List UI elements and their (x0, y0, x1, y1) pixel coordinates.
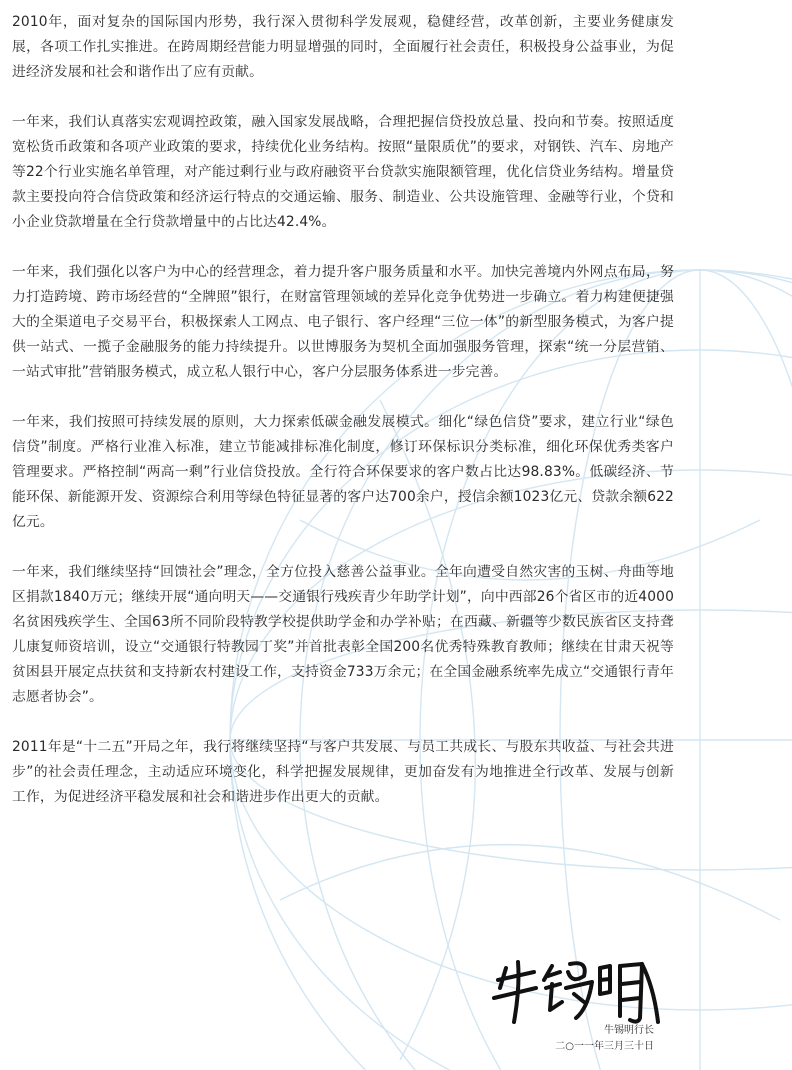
paragraph-4: 一年来，我们按照可持续发展的原则，大力探索低碳金融发展模式。细化“绿色信贷”要求，建立行业“绿色信贷”制度。严格行业准入标准，建立节能减排标准化制度，修订环保标识分类标准，细化环保优秀类客户管理要求。严格控制“两高一剩”行业信贷投放。全行符合环保要求的客户数占比达98.83%。低碳经济、节能环保、新能源开发、资源综合利用等绿色特征显著的客户达700余户，授信余额1023亿元、贷款余额622亿元。 (12, 414, 674, 530)
letter-body (12, 10, 674, 835)
paragraph-5: 一年来，我们继续坚持“回馈社会”理念，全方位投入慈善公益事业。全年向遭受自然灾害的玉树、舟曲等地区捐款1840万元；继续开展“通向明天——交通银行残疾青少年助学计划”，向中西部26个省区市的近4000名贫困残疾学生、全国63所不同阶段特教学校提供助学金和办学补贴；在西藏、新疆等少数民族省区支持聋儿康复师资培训，设立“交通银行特教园丁奖”并首批表彰全国200名优秀特殊教育教师；继续在甘肃天祝等贫困县开展定点扶贫和支持新农村建设工作，支持资金733万余元；在全国金融系统率先成立“交通银行青年志愿者协会”。 (12, 564, 674, 705)
paragraph-3: 一年来，我们强化以客户为中心的经营理念，着力提升客户服务质量和水平。加快完善境内外网点布局，努力打造跨境、跨市场经营的“全牌照”银行，在财富管理领域的差异化竞争优势进一步确立。着力构建便捷强大的全渠道电子交易平台，积极探索人工网点、电子银行、客户经理“三位一体”的新型服务模式，为客户提供一站式、一揽子金融服务的能力持续提升。以世博服务为契机全面加强服务管理，探索“统一分层营销、一站式审批”营销服务模式，成立私人银行中心，客户分层服务体系进一步完善。 (12, 264, 674, 380)
paragraph-2: 一年来，我们认真落实宏观调控政策，融入国家发展战略，合理把握信贷投放总量、投向和节奏。按照适度宽松货币政策和各项产业政策的要求，持续优化业务结构。按照“量限质优”的要求，对钢铁、汽车、房地产等22个行业实施名单管理，对产能过剩行业与政府融资平台贷款实施限额管理，优化信贷业务结构。增量贷款主要投向符合信贷政策和经济运行特点的交通运输、服务、制造业、公共设施管理、金融等行业，个贷和小企业贷款增量在全行贷款增量中的占比达42.4%。 (12, 114, 674, 230)
signature-date: 二○一一年三月三十日 (555, 1041, 654, 1052)
paragraph-6: 2011年是“十二五”开局之年，我行将继续坚持“与客户共发展、与员工共成长、与股东共收益、与社会共进步”的社会责任理念，主动适应环境变化，科学把握发展规律，更加奋发有为地推进全行改革、发展与创新工作，为促进经济平稳发展和社会和谐进步作出更大的贡献。 (12, 739, 674, 805)
handwritten-signature (492, 958, 662, 1026)
signatory-title: 牛锡明行长 (604, 1025, 654, 1036)
paragraph-1: 2010年，面对复杂的国际国内形势，我行深入贯彻科学发展观，稳健经营，改革创新，主要业务健康发展，各项工作扎实推进。在跨周期经营能力明显增强的同时，全面履行社会责任，积极投身公益事业，为促进经济发展和社会和谐作出了应有贡献。 (12, 14, 674, 80)
